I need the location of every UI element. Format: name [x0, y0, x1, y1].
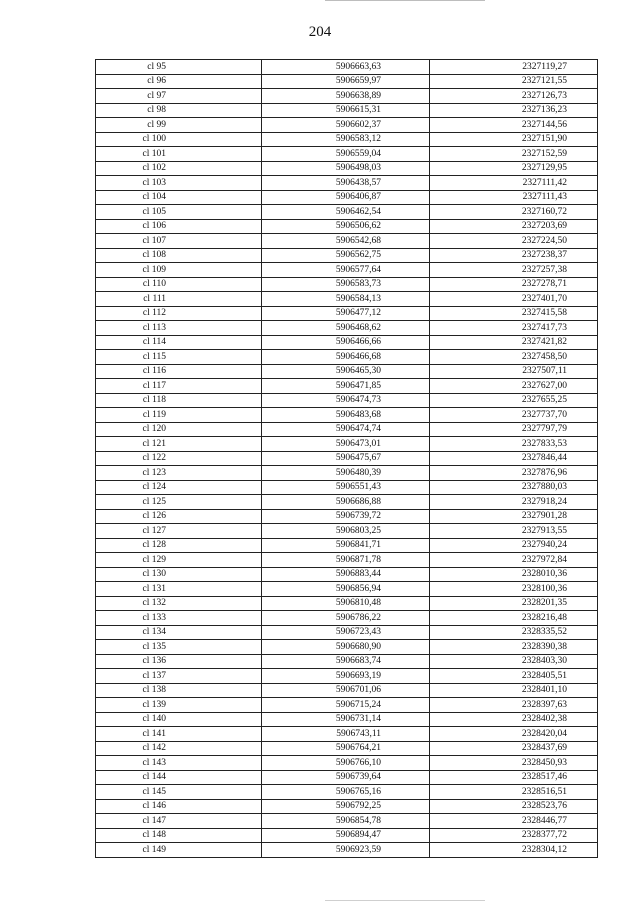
y-coordinate-cell: 2327797,79 [430, 422, 598, 437]
x-coordinate-cell: 5906473,01 [262, 437, 430, 452]
y-coordinate-cell: 2327655,25 [430, 393, 598, 408]
table-row [96, 611, 598, 626]
point-id-cell: сl 125 [96, 495, 262, 510]
point-id-cell: сl 100 [96, 132, 262, 147]
x-coordinate-cell: 5906584,13 [262, 292, 430, 307]
x-coordinate-cell: 5906723,43 [262, 625, 430, 640]
table-row [96, 306, 598, 321]
table-row [96, 118, 598, 133]
x-coordinate-cell: 5906562,75 [262, 248, 430, 263]
point-id-cell: сl 133 [96, 611, 262, 626]
point-id-cell: сl 143 [96, 756, 262, 771]
table-row [96, 321, 598, 336]
point-id-cell: сl 109 [96, 263, 262, 278]
x-coordinate-cell: 5906506,62 [262, 219, 430, 234]
y-coordinate-cell: 2327421,82 [430, 335, 598, 350]
y-coordinate-cell: 2328403,30 [430, 654, 598, 669]
x-coordinate-cell: 5906471,85 [262, 379, 430, 394]
table-row [96, 190, 598, 205]
x-coordinate-cell: 5906701,06 [262, 683, 430, 698]
table-row [96, 828, 598, 843]
x-coordinate-cell: 5906602,37 [262, 118, 430, 133]
point-id-cell: сl 145 [96, 785, 262, 800]
table-row [96, 509, 598, 524]
x-coordinate-cell: 5906663,63 [262, 60, 430, 75]
x-coordinate-cell: 5906883,44 [262, 567, 430, 582]
y-coordinate-cell: 2328450,93 [430, 756, 598, 771]
y-coordinate-cell: 2328523,76 [430, 799, 598, 814]
point-id-cell: сl 149 [96, 843, 262, 858]
x-coordinate-cell: 5906477,12 [262, 306, 430, 321]
y-coordinate-cell: 2328201,35 [430, 596, 598, 611]
point-id-cell: сl 107 [96, 234, 262, 249]
table-row [96, 74, 598, 89]
point-id-cell: сl 147 [96, 814, 262, 829]
x-coordinate-cell: 5906766,10 [262, 756, 430, 771]
table-row [96, 683, 598, 698]
table-row [96, 495, 598, 510]
y-coordinate-cell: 2327940,24 [430, 538, 598, 553]
point-id-cell: сl 134 [96, 625, 262, 640]
point-id-cell: сl 115 [96, 350, 262, 365]
point-id-cell: сl 104 [96, 190, 262, 205]
table-row [96, 712, 598, 727]
table-row [96, 524, 598, 539]
point-id-cell: сl 144 [96, 770, 262, 785]
x-coordinate-cell: 5906475,67 [262, 451, 430, 466]
point-id-cell: сl 138 [96, 683, 262, 698]
table-row [96, 292, 598, 307]
y-coordinate-cell: 2327415,58 [430, 306, 598, 321]
x-coordinate-cell: 5906871,78 [262, 553, 430, 568]
point-id-cell: сl 96 [96, 74, 262, 89]
table-row [96, 799, 598, 814]
table-row [96, 147, 598, 162]
y-coordinate-cell: 2327627,00 [430, 379, 598, 394]
table-row [96, 234, 598, 249]
coordinates-table-body [96, 60, 598, 858]
x-coordinate-cell: 5906743,11 [262, 727, 430, 742]
table-row [96, 277, 598, 292]
point-id-cell: сl 119 [96, 408, 262, 423]
point-id-cell: сl 137 [96, 669, 262, 684]
table-row [96, 654, 598, 669]
x-coordinate-cell: 5906680,90 [262, 640, 430, 655]
y-coordinate-cell: 2327126,73 [430, 89, 598, 104]
table-row [96, 770, 598, 785]
x-coordinate-cell: 5906810,48 [262, 596, 430, 611]
x-coordinate-cell: 5906856,94 [262, 582, 430, 597]
y-coordinate-cell: 2327144,56 [430, 118, 598, 133]
y-coordinate-cell: 2327129,95 [430, 161, 598, 176]
y-coordinate-cell: 2327224,50 [430, 234, 598, 249]
x-coordinate-cell: 5906894,47 [262, 828, 430, 843]
point-id-cell: сl 99 [96, 118, 262, 133]
point-id-cell: сl 116 [96, 364, 262, 379]
x-coordinate-cell: 5906765,16 [262, 785, 430, 800]
y-coordinate-cell: 2328516,51 [430, 785, 598, 800]
point-id-cell: сl 118 [96, 393, 262, 408]
y-coordinate-cell: 2327737,70 [430, 408, 598, 423]
y-coordinate-cell: 2327507,11 [430, 364, 598, 379]
point-id-cell: сl 105 [96, 205, 262, 220]
table-row [96, 379, 598, 394]
point-id-cell: сl 102 [96, 161, 262, 176]
y-coordinate-cell: 2328304,12 [430, 843, 598, 858]
x-coordinate-cell: 5906686,88 [262, 495, 430, 510]
coordinates-table [95, 59, 598, 858]
point-id-cell: сl 123 [96, 466, 262, 481]
table-row [96, 393, 598, 408]
table-row [96, 103, 598, 118]
x-coordinate-cell: 5906739,72 [262, 509, 430, 524]
point-id-cell: сl 97 [96, 89, 262, 104]
table-row [96, 538, 598, 553]
point-id-cell: сl 127 [96, 524, 262, 539]
point-id-cell: сl 148 [96, 828, 262, 843]
y-coordinate-cell: 2327257,38 [430, 263, 598, 278]
x-coordinate-cell: 5906854,78 [262, 814, 430, 829]
x-coordinate-cell: 5906841,71 [262, 538, 430, 553]
y-coordinate-cell: 2328437,69 [430, 741, 598, 756]
x-coordinate-cell: 5906739,64 [262, 770, 430, 785]
point-id-cell: сl 124 [96, 480, 262, 495]
point-id-cell: сl 128 [96, 538, 262, 553]
x-coordinate-cell: 5906474,74 [262, 422, 430, 437]
table-row [96, 422, 598, 437]
x-coordinate-cell: 5906615,31 [262, 103, 430, 118]
y-coordinate-cell: 2328100,36 [430, 582, 598, 597]
point-id-cell: сl 126 [96, 509, 262, 524]
x-coordinate-cell: 5906803,25 [262, 524, 430, 539]
y-coordinate-cell: 2327901,28 [430, 509, 598, 524]
x-coordinate-cell: 5906693,19 [262, 669, 430, 684]
table-row [96, 364, 598, 379]
table-row [96, 161, 598, 176]
point-id-cell: сl 130 [96, 567, 262, 582]
table-row [96, 60, 598, 75]
point-id-cell: сl 112 [96, 306, 262, 321]
y-coordinate-cell: 2328216,48 [430, 611, 598, 626]
table-row [96, 582, 598, 597]
y-coordinate-cell: 2327880,03 [430, 480, 598, 495]
y-coordinate-cell: 2327846,44 [430, 451, 598, 466]
point-id-cell: сl 141 [96, 727, 262, 742]
y-coordinate-cell: 2328401,10 [430, 683, 598, 698]
point-id-cell: сl 142 [96, 741, 262, 756]
y-coordinate-cell: 2327152,59 [430, 147, 598, 162]
y-coordinate-cell: 2327111,43 [430, 190, 598, 205]
table-row [96, 727, 598, 742]
y-coordinate-cell: 2328402,38 [430, 712, 598, 727]
y-coordinate-cell: 2327238,37 [430, 248, 598, 263]
x-coordinate-cell: 5906583,73 [262, 277, 430, 292]
table-row [96, 335, 598, 350]
point-id-cell: сl 139 [96, 698, 262, 713]
x-coordinate-cell: 5906480,39 [262, 466, 430, 481]
y-coordinate-cell: 2328390,38 [430, 640, 598, 655]
x-coordinate-cell: 5906474,73 [262, 393, 430, 408]
x-coordinate-cell: 5906468,62 [262, 321, 430, 336]
table-row [96, 350, 598, 365]
x-coordinate-cell: 5906466,66 [262, 335, 430, 350]
y-coordinate-cell: 2327111,42 [430, 176, 598, 191]
x-coordinate-cell: 5906659,97 [262, 74, 430, 89]
point-id-cell: сl 131 [96, 582, 262, 597]
y-coordinate-cell: 2328335,52 [430, 625, 598, 640]
y-coordinate-cell: 2327136,23 [430, 103, 598, 118]
y-coordinate-cell: 2327160,72 [430, 205, 598, 220]
y-coordinate-cell: 2327918,24 [430, 495, 598, 510]
point-id-cell: сl 103 [96, 176, 262, 191]
x-coordinate-cell: 5906786,22 [262, 611, 430, 626]
point-id-cell: сl 106 [96, 219, 262, 234]
point-id-cell: сl 114 [96, 335, 262, 350]
y-coordinate-cell: 2327203,69 [430, 219, 598, 234]
y-coordinate-cell: 2327913,55 [430, 524, 598, 539]
table-row [96, 756, 598, 771]
y-coordinate-cell: 2327876,96 [430, 466, 598, 481]
x-coordinate-cell: 5906406,87 [262, 190, 430, 205]
table-row [96, 205, 598, 220]
x-coordinate-cell: 5906462,54 [262, 205, 430, 220]
y-coordinate-cell: 2327972,84 [430, 553, 598, 568]
table-row [96, 814, 598, 829]
table-row [96, 669, 598, 684]
table-row [96, 176, 598, 191]
table-row [96, 625, 598, 640]
table-row [96, 263, 598, 278]
y-coordinate-cell: 2328397,63 [430, 698, 598, 713]
x-coordinate-cell: 5906764,21 [262, 741, 430, 756]
table-row [96, 596, 598, 611]
point-id-cell: сl 98 [96, 103, 262, 118]
table-row [96, 132, 598, 147]
point-id-cell: сl 111 [96, 292, 262, 307]
x-coordinate-cell: 5906683,74 [262, 654, 430, 669]
point-id-cell: сl 108 [96, 248, 262, 263]
table-row [96, 89, 598, 104]
x-coordinate-cell: 5906577,64 [262, 263, 430, 278]
point-id-cell: сl 113 [96, 321, 262, 336]
point-id-cell: сl 110 [96, 277, 262, 292]
x-coordinate-cell: 5906715,24 [262, 698, 430, 713]
top-rule [325, 0, 485, 1]
table-row [96, 843, 598, 858]
table-row [96, 437, 598, 452]
point-id-cell: сl 140 [96, 712, 262, 727]
point-id-cell: сl 101 [96, 147, 262, 162]
point-id-cell: сl 120 [96, 422, 262, 437]
point-id-cell: сl 136 [96, 654, 262, 669]
table-row [96, 785, 598, 800]
point-id-cell: сl 132 [96, 596, 262, 611]
x-coordinate-cell: 5906438,57 [262, 176, 430, 191]
y-coordinate-cell: 2328420,04 [430, 727, 598, 742]
x-coordinate-cell: 5906542,68 [262, 234, 430, 249]
x-coordinate-cell: 5906466,68 [262, 350, 430, 365]
x-coordinate-cell: 5906731,14 [262, 712, 430, 727]
page-number: 204 [308, 24, 332, 40]
x-coordinate-cell: 5906465,30 [262, 364, 430, 379]
y-coordinate-cell: 2327417,73 [430, 321, 598, 336]
y-coordinate-cell: 2327833,53 [430, 437, 598, 452]
table-row [96, 741, 598, 756]
table-row [96, 248, 598, 263]
x-coordinate-cell: 5906792,25 [262, 799, 430, 814]
table-row [96, 698, 598, 713]
y-coordinate-cell: 2328446,77 [430, 814, 598, 829]
table-row [96, 451, 598, 466]
point-id-cell: сl 121 [96, 437, 262, 452]
y-coordinate-cell: 2328377,72 [430, 828, 598, 843]
point-id-cell: сl 135 [96, 640, 262, 655]
x-coordinate-cell: 5906498,03 [262, 161, 430, 176]
point-id-cell: сl 146 [96, 799, 262, 814]
bottom-rule [325, 900, 485, 901]
table-row [96, 219, 598, 234]
x-coordinate-cell: 5906923,59 [262, 843, 430, 858]
y-coordinate-cell: 2327458,50 [430, 350, 598, 365]
y-coordinate-cell: 2327151,90 [430, 132, 598, 147]
point-id-cell: сl 122 [96, 451, 262, 466]
x-coordinate-cell: 5906583,12 [262, 132, 430, 147]
table-row [96, 480, 598, 495]
y-coordinate-cell: 2328517,46 [430, 770, 598, 785]
y-coordinate-cell: 2327119,27 [430, 60, 598, 75]
table-row [96, 640, 598, 655]
y-coordinate-cell: 2328010,36 [430, 567, 598, 582]
x-coordinate-cell: 5906483,68 [262, 408, 430, 423]
table-row [96, 553, 598, 568]
point-id-cell: сl 129 [96, 553, 262, 568]
y-coordinate-cell: 2327121,55 [430, 74, 598, 89]
y-coordinate-cell: 2327401,70 [430, 292, 598, 307]
table-row [96, 567, 598, 582]
table-row [96, 466, 598, 481]
x-coordinate-cell: 5906551,43 [262, 480, 430, 495]
y-coordinate-cell: 2327278,71 [430, 277, 598, 292]
y-coordinate-cell: 2328405,51 [430, 669, 598, 684]
x-coordinate-cell: 5906638,89 [262, 89, 430, 104]
table-row [96, 408, 598, 423]
point-id-cell: сl 95 [96, 60, 262, 75]
x-coordinate-cell: 5906559,04 [262, 147, 430, 162]
point-id-cell: сl 117 [96, 379, 262, 394]
